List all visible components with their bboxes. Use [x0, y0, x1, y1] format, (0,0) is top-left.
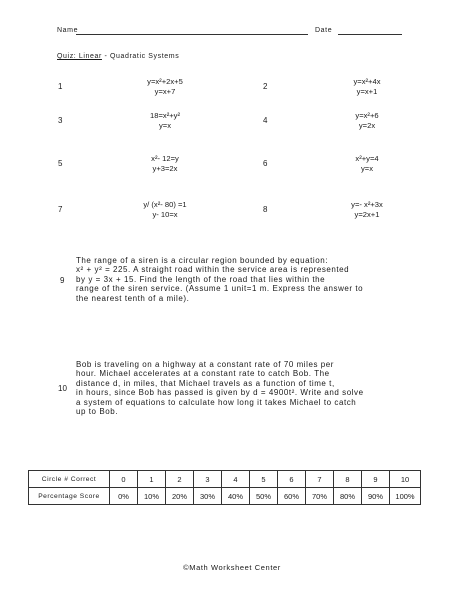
text-line: by y = 3x + 15. Find the length of the road that lies within the [76, 274, 326, 284]
correct-cell[interactable]: 7 [306, 471, 334, 488]
text-line: distance d, in miles, that Michael travels as a function of time t, [76, 378, 335, 388]
correct-cell[interactable]: 0 [110, 471, 138, 488]
text-line: up to Bob. [76, 407, 118, 417]
text-line: range of the siren service. (Assume 1 unit=1 m. Express the answer to [76, 284, 364, 294]
row-label: Percentage Score [29, 488, 110, 505]
problem-number: 2 [263, 82, 268, 91]
problem-number: 3 [58, 116, 63, 125]
problem-number: 6 [263, 159, 268, 168]
percent-cell: 90% [362, 488, 390, 505]
word-problem-text [76, 360, 461, 416]
equation-1: x²+y=4 [355, 154, 379, 163]
date-line[interactable] [338, 34, 402, 35]
footer-copyright: ©Math Worksheet Center [183, 563, 281, 572]
problem-equations [322, 111, 412, 131]
score-table [28, 470, 421, 505]
problem-number: 7 [58, 205, 63, 214]
table-row [29, 488, 421, 505]
problem-equations [322, 154, 412, 174]
equation-1: y=- x²+3x [351, 200, 383, 209]
percent-cell: 40% [222, 488, 250, 505]
percent-cell: 20% [166, 488, 194, 505]
correct-cell[interactable]: 3 [194, 471, 222, 488]
text-line: hour. Michael accelerates at a constant rate to catch Bob. The [76, 369, 330, 379]
equation-1: y/ (x²- 80) =1 [143, 200, 187, 209]
equation-1: y=x²+2x+5 [147, 77, 183, 86]
correct-cell[interactable]: 2 [166, 471, 194, 488]
problem-number: 4 [263, 116, 268, 125]
equation-2: y=x [360, 164, 374, 173]
correct-cell[interactable]: 8 [334, 471, 362, 488]
equation-2: y+3=2x [152, 164, 178, 173]
problem-number: 1 [58, 82, 63, 91]
equation-1: y=x²+6 [355, 111, 379, 120]
correct-cell[interactable]: 10 [390, 471, 421, 488]
equation-2: y=2x [358, 121, 376, 130]
equation-1: y=x²+4x [353, 77, 381, 86]
text-line: The range of a siren is a circular region bounded by equation: [76, 256, 329, 265]
percent-cell: 0% [110, 488, 138, 505]
equation-2: y=2x+1 [354, 210, 380, 219]
equation-2: y- 10=x [152, 210, 178, 219]
name-label: Name [57, 27, 79, 34]
percent-cell: 30% [194, 488, 222, 505]
equation-2: y=x [158, 121, 172, 130]
row-label: Circle # Correct [29, 471, 110, 488]
correct-cell[interactable]: 9 [362, 471, 390, 488]
problem-equations [322, 200, 412, 220]
problem-number: 10 [58, 384, 67, 393]
equation-1: x²- 12=y [151, 154, 179, 163]
date-label: Date [315, 27, 333, 34]
problem-equations [120, 154, 210, 174]
problem-number: 5 [58, 159, 63, 168]
equation-1: 18=x²+y² [150, 111, 180, 120]
problem-equations [120, 200, 210, 220]
text-line: x² + y² = 225. A straight road within the service area is represented [76, 265, 350, 275]
correct-cell[interactable]: 4 [222, 471, 250, 488]
problem-equations [120, 111, 210, 131]
percent-cell: 10% [138, 488, 166, 505]
text-line: a system of equations to calculate how long it takes Michael to catch [76, 397, 357, 407]
percent-cell: 100% [390, 488, 421, 505]
name-line[interactable] [76, 34, 308, 35]
word-problem-text [76, 256, 461, 303]
problem-equations [322, 77, 412, 97]
table-row [29, 471, 421, 488]
correct-cell[interactable]: 6 [278, 471, 306, 488]
quiz-title [57, 53, 179, 60]
text-line: the nearest tenth of a mile). [76, 293, 190, 303]
correct-cell[interactable]: 1 [138, 471, 166, 488]
problem-number: 8 [263, 205, 268, 214]
percent-cell: 80% [334, 488, 362, 505]
problem-equations [120, 77, 210, 97]
text-line: in hours, since Bob has passed is given by d = 4900t². Write and solve [76, 388, 364, 398]
percent-cell: 50% [250, 488, 278, 505]
text-line: Bob is traveling on a highway at a constant rate of 70 miles per [76, 360, 334, 369]
equation-2: y=x+7 [154, 87, 176, 96]
percent-cell: 70% [306, 488, 334, 505]
problem-number: 9 [60, 276, 65, 285]
quiz-title-prefix: Quiz: Linear [57, 53, 102, 60]
correct-cell[interactable]: 5 [250, 471, 278, 488]
equation-2: y=x+1 [356, 87, 378, 96]
percent-cell: 60% [278, 488, 306, 505]
quiz-title-rest: - Quadratic Systems [101, 53, 180, 60]
